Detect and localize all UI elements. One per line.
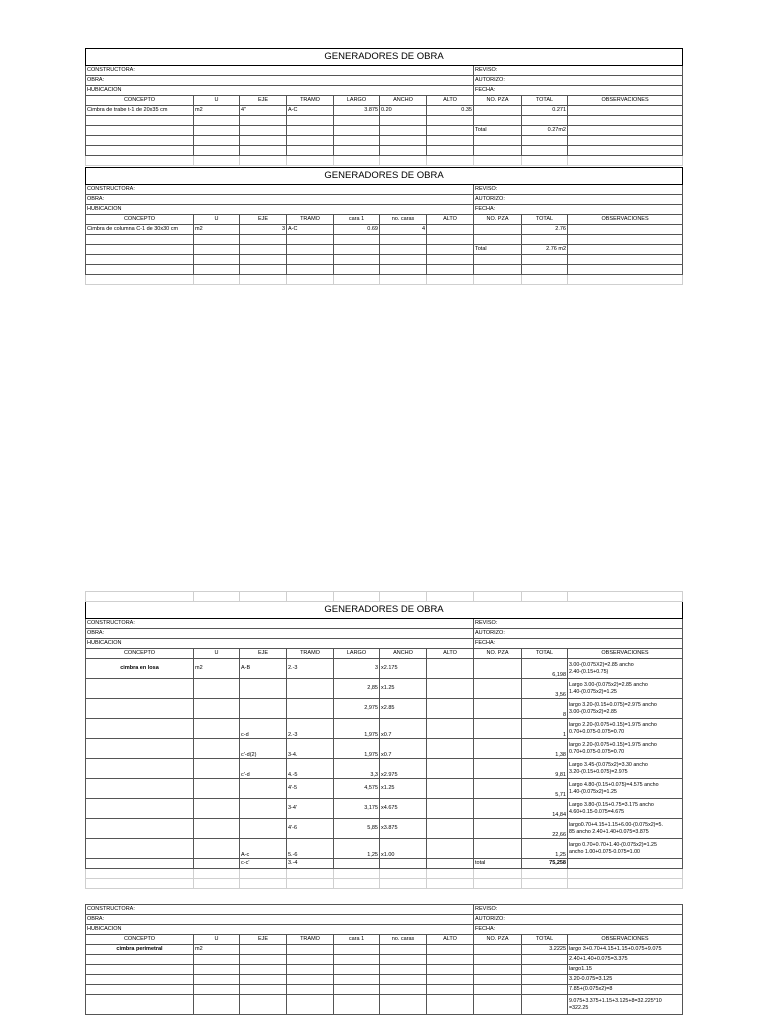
cell-largo: 1,975 — [334, 739, 380, 759]
obs-line: Largo 3.45-(0.075x2)=3.30 ancho — [569, 762, 648, 769]
cell-tramo: 2.-3 — [287, 719, 334, 739]
obs-line: 0.70+0.075-0.075=0.70 — [569, 748, 625, 755]
cell-tramo: 4.-5 — [287, 759, 334, 779]
table-row — [86, 945, 683, 955]
cell-total: 0.271 — [522, 106, 568, 116]
cell-u: m2 — [194, 225, 240, 235]
obs-line: Largo 4.80-(0.15+0.075)=4.575 ancho — [569, 782, 659, 789]
cell-concepto: Cimbra de columna C-1 de 30x30 cm — [86, 225, 194, 235]
cell-ancho: x2.175 — [380, 659, 427, 679]
table-row — [86, 955, 683, 965]
header-concepto: CONCEPTO — [86, 935, 194, 945]
obs-line: 2.40-(0.15+0.75) — [569, 668, 609, 675]
reviso-label: REVISO: — [474, 619, 683, 629]
total-label: total — [474, 859, 522, 869]
obra-label: OBRA: — [86, 915, 474, 925]
fecha-label: FECHA: — [474, 205, 683, 215]
cell-tramo: 5.-6 — [287, 839, 334, 859]
cell-eje: 4" — [240, 106, 287, 116]
cell-tramo — [287, 699, 334, 719]
cell-total: 1,38 — [522, 739, 568, 759]
cell-tramo: 3-4. — [287, 739, 334, 759]
obs-line: 9.075+3.375+1.15+3.125+8=32.225*10 — [569, 998, 662, 1005]
cell-total: 1,25 — [522, 839, 568, 859]
cell-total: 5,71 — [522, 779, 568, 799]
constructora-label: CONSTRUCTORA: — [86, 905, 474, 915]
header-ancho: ANCHO — [380, 96, 427, 106]
header-tramo: TRAMO — [287, 935, 334, 945]
table-row — [86, 106, 683, 116]
generator-table-4 — [85, 904, 683, 1015]
cell-largo: 5,85 — [334, 819, 380, 839]
spacer-row — [86, 275, 683, 285]
table-row — [86, 659, 683, 679]
obs-line: 3.20-(0.15+0.075)=2.975 — [569, 768, 628, 775]
obs-line: ancho 1.00+0.075-0.075=1.00 — [569, 848, 640, 855]
obs-line: =322.25 — [569, 1004, 589, 1011]
cell-observaciones: largo 3+0.70+4.15+1.15+0.075+9.075 — [568, 945, 683, 955]
cell-ancho: x0.7 — [380, 719, 427, 739]
generator-sheet-2 — [85, 167, 682, 285]
cell-observaciones — [568, 819, 683, 839]
header-alto: ALTO — [427, 96, 474, 106]
cell-observaciones — [568, 739, 683, 759]
reviso-label: REVISO: — [474, 66, 683, 76]
generator-table-3 — [85, 591, 683, 889]
table-row — [86, 265, 683, 275]
cell-observaciones: 3.20-0.075=3.125 — [568, 975, 683, 985]
sheet-title: GENERADORES DE OBRA — [86, 49, 683, 66]
sheet-title: GENERADORES DE OBRA — [86, 168, 683, 185]
cell-largo: 3 — [334, 659, 380, 679]
cell-eje — [240, 779, 287, 799]
fecha-label: FECHA: — [474, 639, 683, 649]
total-label: Total — [474, 245, 522, 255]
cell-no-pza — [474, 225, 522, 235]
total-value: 0.27m2 — [522, 126, 568, 136]
cell-eje: 3 — [240, 225, 287, 235]
hubicacion-label: HUBICACION — [86, 639, 474, 649]
header-observaciones: OBSERVACIONES — [568, 649, 683, 659]
header-concepto: CONCEPTO — [86, 96, 194, 106]
cell-observaciones — [568, 719, 683, 739]
obs-line: 4.60+0.15-0.075=4.675 — [569, 808, 625, 815]
reviso-label: REVISO: — [474, 905, 683, 915]
cell-eje — [240, 699, 287, 719]
cell-concepto: cimbra perimetral — [86, 945, 194, 955]
cell-eje — [240, 799, 287, 819]
column-headers — [86, 96, 683, 106]
cell-observaciones — [568, 679, 683, 699]
header-alto: ALTO — [427, 215, 474, 225]
cell-observaciones — [568, 699, 683, 719]
cell-tramo: 3-4' — [287, 799, 334, 819]
table-row — [86, 985, 683, 995]
obs-line: Largo 3.80-(0.15+0.75=3.175 ancho — [569, 802, 654, 809]
hubicacion-label: HUBICACION — [86, 86, 474, 96]
cell-ancho: x2.975 — [380, 759, 427, 779]
obs-line: largo 0.70+0.70+1.40-(0.075x2)=1.25 — [569, 842, 657, 849]
cell-largo: 3,3 — [334, 759, 380, 779]
header-u: U — [194, 649, 240, 659]
cell-observaciones: 7.85+(0.075x2)=8 — [568, 985, 683, 995]
cell-eje — [240, 819, 287, 839]
cell-total: 3.2225 — [522, 945, 568, 955]
cell-largo: 4,575 — [334, 779, 380, 799]
header-concepto: CONCEPTO — [86, 215, 194, 225]
generator-table-2 — [85, 167, 683, 285]
cell-observaciones: 2.40+1.40+0.075=3.375 — [568, 955, 683, 965]
table-row — [86, 739, 683, 759]
column-headers — [86, 649, 683, 659]
header-tramo: TRAMO — [287, 649, 334, 659]
cell-eje: c-c' — [240, 859, 287, 869]
cell-observaciones — [568, 995, 683, 1015]
reviso-label: REVISO: — [474, 185, 683, 195]
autorizo-label: AUTORIZO: — [474, 76, 683, 86]
cell-total: 6,198 — [522, 659, 568, 679]
fecha-label: FECHA: — [474, 86, 683, 96]
cell-eje: c-d — [240, 719, 287, 739]
obs-line: 0.70+0.075-0.075=0.70 — [569, 728, 625, 735]
header-total: TOTAL — [522, 215, 568, 225]
cell-ancho: x2.85 — [380, 699, 427, 719]
table-row — [86, 975, 683, 985]
cell-ancho: x1.00 — [380, 839, 427, 859]
cell-ancho: 0.20 — [380, 106, 427, 116]
cell-total: 9,81 — [522, 759, 568, 779]
cell-total: 22,66 — [522, 819, 568, 839]
spacer-row — [86, 156, 683, 166]
cell-largo: 2,975 — [334, 699, 380, 719]
header-alto: ALTO — [427, 935, 474, 945]
header-cara1: cara 1 — [334, 215, 380, 225]
cell-u: m2 — [194, 659, 240, 679]
cell-no-caras: 4 — [380, 225, 427, 235]
table-row — [86, 116, 683, 126]
column-headers — [86, 935, 683, 945]
cell-tramo: A-C — [287, 106, 334, 116]
cell-total: 1 — [522, 719, 568, 739]
total-label: Total — [474, 126, 522, 136]
header-ancho: ANCHO — [380, 649, 427, 659]
obs-line: largo0.70+4.15+1.15+6.00-(0.075x2)=5. — [569, 822, 663, 829]
cell-tramo: 4'-5 — [287, 779, 334, 799]
cell-observaciones — [568, 799, 683, 819]
cell-alto — [427, 225, 474, 235]
header-total: TOTAL — [522, 649, 568, 659]
header-u: U — [194, 215, 240, 225]
hubicacion-label: HUBICACION — [86, 205, 474, 215]
table-row — [86, 759, 683, 779]
header-eje: EJE — [240, 935, 287, 945]
hubicacion-label: HUBICACION — [86, 925, 474, 935]
obra-label: OBRA: — [86, 195, 474, 205]
total-row — [86, 859, 683, 869]
table-row — [86, 719, 683, 739]
cell-eje: A-c — [240, 839, 287, 859]
header-cara1: cara 1 — [334, 935, 380, 945]
header-no-pza: NO. PZA — [474, 649, 522, 659]
cell-largo: 2,85 — [334, 679, 380, 699]
cell-largo: 3.875 — [334, 106, 380, 116]
total-row — [86, 245, 683, 255]
header-total: TOTAL — [522, 935, 568, 945]
header-eje: EJE — [240, 215, 287, 225]
generator-sheet-4 — [85, 904, 682, 1015]
header-tramo: TRAMO — [287, 96, 334, 106]
table-row — [86, 699, 683, 719]
cell-observaciones: largo1.15 — [568, 965, 683, 975]
header-concepto: CONCEPTO — [86, 649, 194, 659]
generator-table-1 — [85, 48, 683, 166]
spacer-row — [86, 869, 683, 879]
cell-u: m2 — [194, 945, 240, 955]
spacer-row — [86, 592, 683, 602]
table-row — [86, 679, 683, 699]
cell-tramo — [287, 679, 334, 699]
autorizo-label: AUTORIZO: — [474, 915, 683, 925]
cell-ancho: x0.7 — [380, 739, 427, 759]
table-row — [86, 255, 683, 265]
header-no-pza: NO. PZA — [474, 935, 522, 945]
header-no-caras: no. caras — [380, 215, 427, 225]
cell-observaciones — [568, 106, 683, 116]
total-value: 75,258 — [522, 859, 568, 869]
cell-total: 14,84 — [522, 799, 568, 819]
header-eje: EJE — [240, 96, 287, 106]
cell-ancho: x3.875 — [380, 819, 427, 839]
column-headers — [86, 215, 683, 225]
header-u: U — [194, 96, 240, 106]
cell-observaciones — [568, 839, 683, 859]
generator-sheet-3 — [85, 591, 682, 889]
obra-label: OBRA: — [86, 629, 474, 639]
cell-observaciones — [568, 779, 683, 799]
cell-u: m2 — [194, 106, 240, 116]
sheet-title: GENERADORES DE OBRA — [86, 602, 683, 619]
header-largo: LARGO — [334, 96, 380, 106]
cell-total: 8 — [522, 699, 568, 719]
constructora-label: CONSTRUCTORA: — [86, 185, 474, 195]
header-eje: EJE — [240, 649, 287, 659]
table-row — [86, 779, 683, 799]
cell-observaciones — [568, 659, 683, 679]
obs-line: 3.00-(0.075X2)=2.85 ancho — [569, 662, 634, 669]
cell-no-pza — [474, 106, 522, 116]
obs-line: 3.00-(0.075x2)=2.85 — [569, 708, 617, 715]
table-row — [86, 819, 683, 839]
obs-line: Largo 3.00-(0.075x2)=2.85 ancho — [569, 682, 648, 689]
cell-eje: A-B — [240, 659, 287, 679]
obs-line: largo 2.20-(0.075+0.15)=1.975 ancho — [569, 742, 657, 749]
header-alto: ALTO — [427, 649, 474, 659]
cell-tramo: 4'-6 — [287, 819, 334, 839]
obs-line: 1.40-(0.075x2)=1.25 — [569, 688, 617, 695]
header-no-pza: NO. PZA — [474, 215, 522, 225]
header-tramo: TRAMO — [287, 215, 334, 225]
header-no-caras: no. caras — [380, 935, 427, 945]
cell-largo: 1,975 — [334, 719, 380, 739]
table-row — [86, 839, 683, 859]
obra-label: OBRA: — [86, 76, 474, 86]
spacer-row — [86, 879, 683, 889]
table-row — [86, 136, 683, 146]
header-no-pza: NO. PZA — [474, 96, 522, 106]
total-row — [86, 126, 683, 136]
obs-line: largo 3.20-(0.15+0.075)=2.975 ancho — [569, 702, 657, 709]
autorizo-label: AUTORIZO: — [474, 195, 683, 205]
generator-sheet-1 — [85, 48, 682, 166]
header-observaciones: OBSERVACIONES — [568, 215, 683, 225]
obs-line: largo 2.20-(0.075+0.15)=1.975 ancho — [569, 722, 657, 729]
cell-alto: 0.35 — [427, 106, 474, 116]
header-total: TOTAL — [522, 96, 568, 106]
cell-largo: 1,25 — [334, 839, 380, 859]
cell-largo: 3,175 — [334, 799, 380, 819]
table-row — [86, 995, 683, 1015]
cell-tramo: 3.-4 — [287, 859, 334, 869]
cell-ancho: x4.675 — [380, 799, 427, 819]
total-value: 2.76 m2 — [522, 245, 568, 255]
cell-tramo: A-C — [287, 225, 334, 235]
fecha-label: FECHA: — [474, 925, 683, 935]
cell-observaciones — [568, 225, 683, 235]
cell-concepto: cimbra en losa — [86, 659, 194, 679]
table-row — [86, 799, 683, 819]
cell-ancho: x1.25 — [380, 779, 427, 799]
table-row — [86, 965, 683, 975]
header-observaciones: OBSERVACIONES — [568, 96, 683, 106]
header-largo: LARGO — [334, 649, 380, 659]
cell-observaciones — [568, 759, 683, 779]
cell-tramo: 2.-3 — [287, 659, 334, 679]
obs-line: 1.40-(0.075x2)=1.25 — [569, 788, 617, 795]
table-row — [86, 235, 683, 245]
cell-eje: c'-d — [240, 759, 287, 779]
header-observaciones: OBSERVACIONES — [568, 935, 683, 945]
cell-cara1: 0.69 — [334, 225, 380, 235]
cell-total: 3,56 — [522, 679, 568, 699]
table-row — [86, 225, 683, 235]
cell-ancho: x1.25 — [380, 679, 427, 699]
header-u: U — [194, 935, 240, 945]
cell-eje: c'-d(2) — [240, 739, 287, 759]
cell-concepto: Cimbra de trabe t-1 de 20x35 cm — [86, 106, 194, 116]
cell-eje — [240, 679, 287, 699]
constructora-label: CONSTRUCTORA: — [86, 66, 474, 76]
autorizo-label: AUTORIZO: — [474, 629, 683, 639]
obs-line: 85 ancho 2.40+1.40+0.075=3.875 — [569, 828, 649, 835]
cell-total: 2.76 — [522, 225, 568, 235]
table-row — [86, 146, 683, 156]
constructora-label: CONSTRUCTORA: — [86, 619, 474, 629]
